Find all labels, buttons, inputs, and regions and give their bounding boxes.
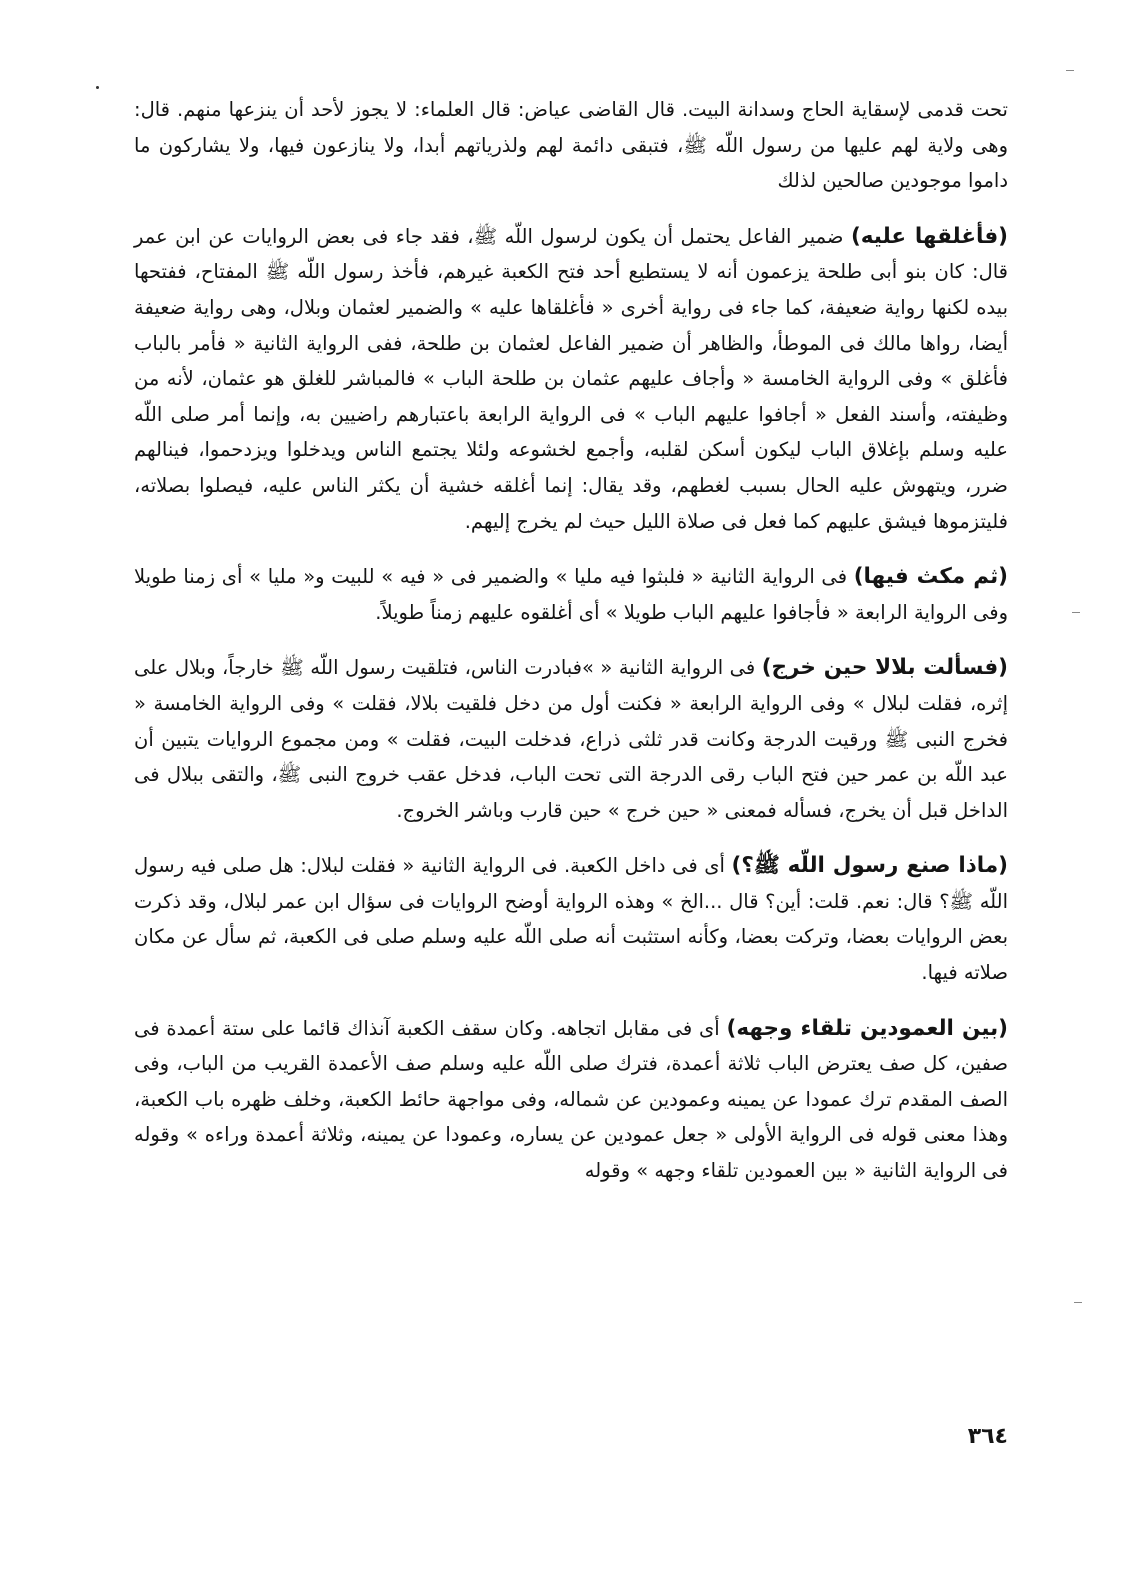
paragraph-text: تحت قدمى لإسقاية الحاج وسدانة البيت. قال القاضى عياض: قال العلماء: لا يجوز لأحد أن ينزعها منهم. قال: وهى ولاية لهم عليها من رسول اللّه ﷺ، فتبقى دائمة لهم ولذرياتهم أبدا، ولا ينازعون فيها، ولا يشاركون ما داموا موجودين صالحين لذلك bbox=[134, 98, 1008, 193]
paragraph bbox=[134, 848, 1008, 990]
paragraph-heading: (ثم مكث فيها) bbox=[853, 564, 1008, 590]
paragraph bbox=[134, 92, 1008, 199]
scan-mark bbox=[1066, 70, 1074, 71]
scan-mark bbox=[1072, 612, 1080, 613]
scan-mark bbox=[1074, 1302, 1082, 1303]
paragraph-text: أى فى مقابل اتجاهه. وكان سقف الكعبة آنذاك قائما على ستة أعمدة فى صفين، كل صف يعترض الباب ثلاثة أعمدة، فترك صلى اللّه عليه وسلم صف الأعمدة القريب من الباب، وفى الصف المقدم ترك عمودا عن يمينه وعمودين عن شماله، وفى مواجهة حائط الكعبة، وخلف ظهره باب الكعبة، وهذا معنى قوله فى الرواية الأولى « جعل عمودين عن يساره، وعمودا عن يمينه، وثلاثة أعمدة وراءه » وقوله فى الرواية الثانية « بين العمودين تلقاء وجهه » وقوله bbox=[134, 1016, 1008, 1183]
page-body bbox=[134, 92, 1008, 1209]
scan-speck bbox=[96, 86, 99, 89]
page-number: ٣٦٤ bbox=[967, 1424, 1008, 1449]
paragraph bbox=[134, 559, 1008, 630]
paragraph-heading: (فأغلقها عليه) bbox=[850, 223, 1008, 249]
paragraph bbox=[134, 650, 1008, 828]
paragraph-text: أى فى داخل الكعبة. فى الرواية الثانية « فقلت لبلال: هل صلى فيه رسول اللّه ﷺ؟ قال: نعم. قلت: أين؟ قال ...الخ » وهذه الرواية أوضح الروايات فى سؤال ابن عمر لبلال، وقد ذكرت بعض الروايات بعضا، وتركت بعضا، وكأنه استثبت أنه صلى اللّه عليه وسلم صلى فى الكعبة، ثم سأل عن مكان صلاته فيها. bbox=[134, 854, 1008, 985]
paragraph-text: فى الرواية الثانية « فلبثوا فيه مليا » والضمير فى « فيه » للبيت و« مليا » أى زمنا طويلا وفى الرواية الرابعة « فأجافوا عليهم الباب طويلا » أى أغلقوه عليهم زمناً طويلاً. bbox=[134, 565, 1008, 624]
paragraph-heading: (ماذا صنع رسول اللّه ﷺ؟) bbox=[731, 853, 1008, 879]
paragraph-text: فى الرواية الثانية « »فبادرت الناس، فتلقيت رسول اللّه ﷺ خارجاً، وبلال على إثره، فقلت لبلال » وفى الرواية الرابعة « فكنت أول من دخل فلقيت بلالا، فقلت » وفى الرواية الخامسة « فخرج النبى ﷺ ورقيت الدرجة وكانت قدر ثلثى ذراع، فدخلت البيت، فقلت » ومن مجموع الروايات يتبين أن عبد اللّه بن عمر حين فتح الباب رقى الدرجة التى تحت الباب، فدخل عقب خروج النبى ﷺ، والتقى ببلال فى الداخل قبل أن يخرج، فسأله فمعنى « حين خرج » حين قارب وباشر الخروج. bbox=[134, 656, 1008, 822]
paragraph-heading: (فسألت بلالا حين خرج) bbox=[761, 655, 1008, 681]
paragraph-text: ضمير الفاعل يحتمل أن يكون لرسول اللّه ﷺ، فقد جاء فى بعض الروايات عن ابن عمر قال: كان بنو أبى طلحة يزعمون أنه لا يستطيع أحد فتح الكعبة غيرهم، فأخذ رسول اللّه ﷺ المفتاح، ففتحها بيده لكنها رواية ضعيفة، كما جاء فى رواية أخرى « فأغلقاها عليه » والضمير لعثمان وبلال، وهى رواية ضعيفة أيضا، رواها مالك فى الموطأ، والظاهر أن ضمير الفاعل لعثمان بن طلحة، ففى الرواية الثانية « فأمر بالباب فأغلق » وفى الرواية الخامسة « وأجاف عليهم عثمان بن طلحة الباب » فالمباشر للغلق هو عثمان، لأنه من وظيفته، وأسند الفعل « أجافوا عليهم الباب » فى الرواية الرابعة باعتبارهم راضيين به، وإنما أمر صلى اللّه عليه وسلم بإغلاق الباب ليكون أسكن لقلبه، وأجمع لخشوعه ولئلا يجتمع الناس ويدخلوا ويزدحموا، فينالهم ضرر، ويتهوش عليه الحال بسبب لغطهم، وقد يقال: إنما أغلقه خشية أن يكثر الناس عليه، فيصلوا بصلاته، فليتزموها فيشق عليهم كما فعل فى صلاة الليل حيث لم يخرج إليهم. bbox=[134, 224, 1008, 533]
paragraph bbox=[134, 219, 1008, 539]
paragraph bbox=[134, 1011, 1008, 1189]
paragraph-heading: (بين العمودين تلقاء وجهه) bbox=[726, 1015, 1009, 1041]
